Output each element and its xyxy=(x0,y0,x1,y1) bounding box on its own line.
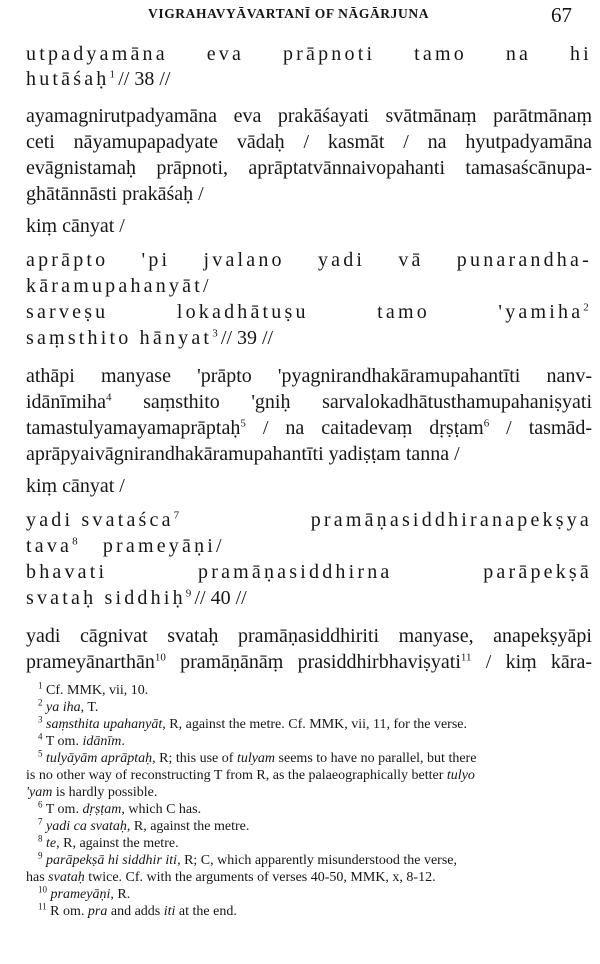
verse-text: tava xyxy=(26,535,73,557)
verse-word: tamo xyxy=(377,301,430,323)
verse-40-line-1 xyxy=(26,508,592,532)
verse-word: eva xyxy=(206,43,245,65)
verse-text: yadi svataśca xyxy=(26,509,174,531)
transition-line: kiṃ cānyat / xyxy=(26,215,125,237)
prose-line: ayamagnirutpadyamāna eva prakāśayati svātmānaṃ parātmānaṃ xyxy=(26,105,592,127)
footnote: $^7$ yadi ca svataḥ, R, against the metre. xyxy=(38,816,250,834)
footnote: $^6$ T om. dṛṣṭam, which C has. xyxy=(38,799,202,817)
footnote-ref: 7 xyxy=(173,509,183,522)
footnote: $^3$ saṃsthita upahanyāt, R, against the metre. Cf. MMK, vii, 11, for the verse. xyxy=(38,714,467,732)
footnote: $^1$ Cf. MMK, vii, 10. xyxy=(38,680,149,698)
verse-text: svataḥ siddhiḥ xyxy=(26,587,186,609)
footnote-mark: 10 xyxy=(38,884,47,895)
footnote-ref: 6 xyxy=(483,417,490,430)
footnote-continuation: 'yam is hardly possible. xyxy=(26,785,158,800)
verse-word: tamo xyxy=(414,43,467,65)
footnote-mark: 11 xyxy=(38,901,47,912)
verse-38-line-2 xyxy=(26,67,592,91)
footnote: $^2$ ya iha, T. xyxy=(38,697,99,715)
verse-word: parāpekṣā xyxy=(483,561,592,583)
page-number: 67 xyxy=(551,3,572,27)
verse-word: aprāpto xyxy=(26,249,109,271)
verse-word: 'yamiha xyxy=(498,301,584,323)
verse-40-line-2 xyxy=(26,534,592,558)
footnote-continuation: is no other way of reconstructing T from R, as the palaeographically better tulyo xyxy=(26,768,475,783)
verse-word: punarandha- xyxy=(456,249,592,271)
prose-line: idānīmiha$^4$ saṃsthito 'gniḥ sarvalokadhātusthamupahaniṣyati xyxy=(26,391,592,413)
prose-line: evāgnistamaḥ prāpnoti, aprāptatvānnaivopahanti tamasaścānupa- xyxy=(26,157,592,179)
verse-word: yadi xyxy=(317,249,366,271)
footnote-ref: 8 xyxy=(72,535,81,548)
footnote-mark: 3 xyxy=(38,714,43,725)
verse-39-line-4 xyxy=(26,326,592,350)
verse-word: bhavati xyxy=(26,561,108,583)
footnote-mark: 1 xyxy=(38,680,43,691)
footnote-ref: 11 xyxy=(460,651,472,664)
footnote: $^5$ tulyāyām aprāptaḥ, R; this use of tulyam seems to have no parallel, but there xyxy=(38,748,477,766)
verse-number: // 39 // xyxy=(220,327,274,349)
footnote-mark: 6 xyxy=(38,799,43,810)
footnote: $^8$ te, R, against the metre. xyxy=(38,833,179,851)
verse-38-line-1 xyxy=(26,42,592,66)
footnote-ref: 4 xyxy=(105,391,112,404)
prose-line: tamastulyamayamaprāptaḥ$^5$ / na caitadevaṃ dṛṣṭam$^6$ / tasmād- xyxy=(26,417,593,439)
footnote-ref: 9 xyxy=(185,587,195,600)
verse-text: pramāṇasiddhiranapekṣya xyxy=(310,509,592,531)
verse-text: saṃsthito hānyat xyxy=(26,327,213,349)
prose-line: aprāpyaivāgnirandhakāramupahantīti yadiṣṭam tanna / xyxy=(26,443,460,465)
footnote-mark: 8 xyxy=(38,833,43,844)
footnote-mark: 2 xyxy=(38,697,43,708)
footnote-ref: 2 xyxy=(583,301,592,314)
verse-text: hutāśaḥ xyxy=(26,68,110,90)
verse-40-line-3 xyxy=(26,560,592,584)
verse-number: // 38 // xyxy=(118,68,171,90)
prose-line: ceti nāyamupapadyate vādaḥ / kasmāt / na hyutpadyamāna xyxy=(26,131,592,153)
verse-number: // 40 // xyxy=(194,587,247,609)
verse-word: jvalano xyxy=(203,249,285,271)
footnote-mark: 4 xyxy=(38,731,43,742)
footnote-ref: 1 xyxy=(109,68,119,81)
verse-39-line-3 xyxy=(26,300,592,324)
verse-word: lokadhātuṣu xyxy=(176,301,309,323)
prose-line: yadi cāgnivat svataḥ pramāṇasiddhiriti manyase, anapekṣyāpi xyxy=(26,625,592,647)
footnote-ref: 3 xyxy=(212,327,221,340)
verse-word: prāpnoti xyxy=(282,43,376,65)
footnote-ref: 10 xyxy=(154,651,166,664)
running-head: VIGRAHAVYĀVARTANĪ OF NĀGĀRJUNA xyxy=(148,6,430,21)
verse-39-line-2 xyxy=(26,274,592,298)
footnote-mark: 5 xyxy=(38,748,43,759)
verse-word: sarveṣu xyxy=(26,301,109,323)
footnote-mark: 9 xyxy=(38,850,43,861)
verse-word: vā xyxy=(398,249,424,271)
footnote: $^{10}$ prameyāṇi, R. xyxy=(38,884,131,902)
verse-word: na xyxy=(505,43,532,65)
transition-line: kiṃ cānyat / xyxy=(26,475,125,497)
verse-40-line-4 xyxy=(26,586,592,610)
footnote-mark: 7 xyxy=(38,816,43,827)
verse-word: 'pi xyxy=(141,249,171,271)
verse-text: prameyāṇi/ xyxy=(102,535,225,557)
verse-word: pramāṇasiddhirna xyxy=(198,561,393,583)
page-header xyxy=(0,0,600,30)
prose-line: prameyānarthān$^{10}$ pramāṇānāṃ prasiddhirbhaviṣyati$^{11}$ / kiṃ kāra- xyxy=(26,651,593,673)
verse-word: hi xyxy=(569,43,592,65)
verse-39-line-1 xyxy=(26,248,592,272)
prose-line: athāpi manyase 'prāpto 'pyagnirandhakāramupahantīti nanv- xyxy=(26,365,592,387)
verse-text: kāramupahanyāt/ xyxy=(26,275,212,297)
footnote: $^{11}$ R om. pra and adds iti at the end. xyxy=(38,901,237,919)
footnote: $^9$ parāpekṣā hi siddhir iti, R; C, which apparently misunderstood the verse, xyxy=(38,850,458,868)
verse-word: utpadyamāna xyxy=(26,43,168,65)
footnote-continuation: has svataḥ twice. Cf. with the arguments of verses 40-50, MMK, x, 8-12. xyxy=(26,870,436,885)
prose-line: ghātānnāsti prakāśaḥ / xyxy=(26,183,204,205)
footnote-ref: 5 xyxy=(240,417,246,430)
footnote: $^4$ T om. idānīm. xyxy=(38,731,125,749)
